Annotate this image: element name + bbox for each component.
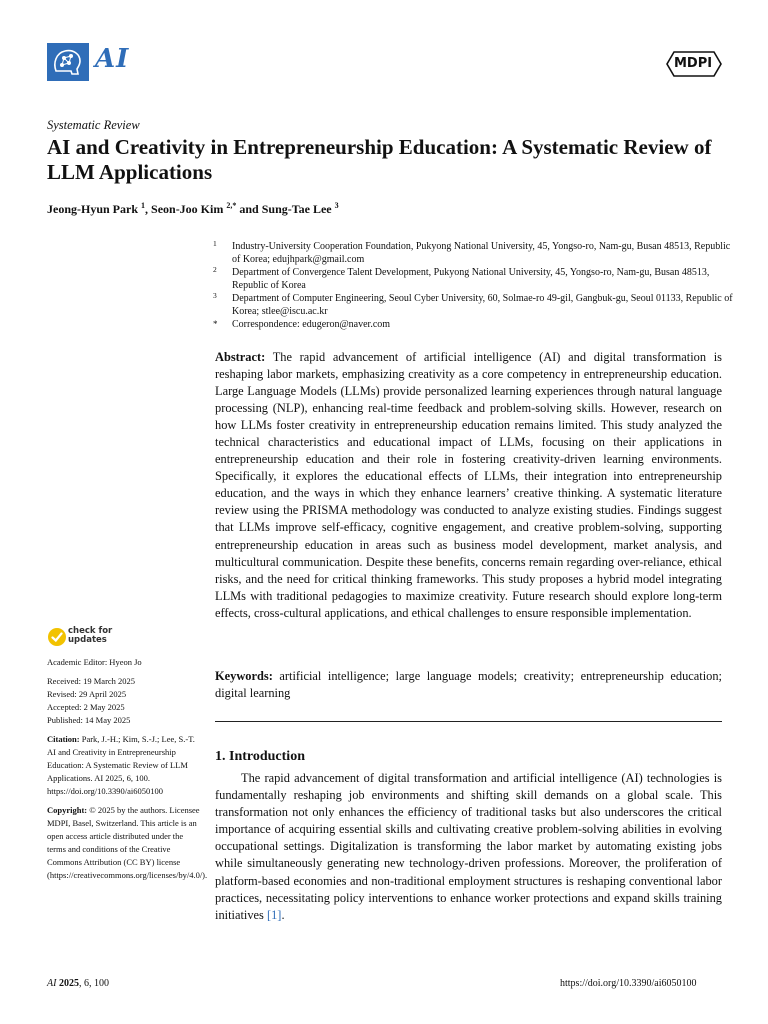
correspondence-item (213, 318, 733, 331)
received-date: Received: 19 March 2025 (47, 676, 136, 686)
author-name[interactable]: Seon-Joo Kim (151, 202, 224, 216)
citation-text: Park, J.-H.; Kim, S.-J.; Lee, S.-T. AI and Creativity in Entrepreneurship Education: A Systematic Review of LLM Applications. AI 2025, 6, 100. https://doi.org/10.3390/ai6050100 (47, 734, 195, 796)
abstract-label: Abstract: (215, 350, 266, 364)
keywords-text: artificial intelligence; large language models; creativity; entrepreneurship education; digital learning (215, 669, 722, 700)
check-updates-icon (47, 627, 67, 647)
publisher-name: MDPI (674, 56, 713, 71)
copyright-label: Copyright: (47, 805, 88, 815)
check-for-updates-button[interactable] (47, 626, 113, 652)
article-type: Systematic Review (47, 118, 140, 132)
article-metadata-sidebar (47, 656, 208, 882)
affiliation-item (213, 266, 733, 292)
affiliation-item (213, 292, 733, 318)
article-title: AI and Creativity in Entrepreneurship Education: A Systematic Review of LLM Applications (47, 135, 712, 184)
citation-link[interactable]: [1] (266, 907, 282, 922)
copyright-text: © 2025 by the authors. Licensee MDPI, Basel, Switzerland. This article is an open access article distributed under the terms and conditions of the Creative Commons Attribution (CC BY) license (https://creativecommons.org/licenses/by/4.0/). (47, 805, 208, 880)
mdpi-logo (666, 50, 722, 83)
journal-logo-icon (47, 43, 89, 81)
author-separator: , (145, 202, 152, 216)
section-heading: 1. Introduction (215, 749, 305, 764)
copyright-block (47, 804, 208, 882)
footer-citation (47, 978, 109, 989)
affiliations (213, 240, 733, 331)
check-updates-label (68, 627, 128, 645)
author-separator: and (236, 202, 262, 216)
check-updates-line1: check for (68, 626, 113, 636)
introduction-paragraph (215, 770, 722, 924)
abstract (215, 349, 722, 622)
affiliation-item (213, 240, 733, 266)
affiliation-number: 1 (213, 239, 217, 248)
check-updates-line2: updates (68, 635, 107, 645)
doi-link[interactable]: https://doi.org/10.3390/ai6050100 (560, 978, 697, 989)
keywords-label: Keywords: (215, 669, 273, 683)
correspondence-text: Correspondence: edugeron@naver.com (232, 319, 391, 330)
affiliation-ref: 2,* (226, 201, 237, 210)
published-date: Published: 14 May 2025 (47, 715, 131, 725)
author-list (47, 201, 339, 217)
accepted-date: Accepted: 2 May 2025 (47, 702, 125, 712)
correspondence-marker: * (213, 319, 218, 329)
section-divider (215, 721, 722, 722)
author-name[interactable]: Sung-Tae Lee (261, 202, 332, 216)
footer-journal: AI (47, 978, 57, 989)
intro-text: The rapid advancement of digital transformation and artificial intelligence (AI) technologies is fundamentally reshaping job environments and shifting skill demands on a global scale. This transformation not only enhances the efficiency of traditional tasks but also underscores the critical importance of acquiring essential skills and cultivating creative problem-solving abilities in evolving occupational settings. Digitalization is transforming the labor market by automating existing jobs while simultaneously generating new technology-driven professions. Moreover, the proliferation of platform-based economies and non-traditional employment structures is reshaping conventional labor practices, necessitating policy interventions to enhance worker protections and expand skills training initiatives (215, 771, 722, 922)
revised-date: Revised: 29 April 2025 (47, 689, 127, 699)
footer-volume-page: , 6, 100 (78, 978, 109, 989)
citation-label: Citation: (47, 734, 80, 744)
citation-block (47, 733, 200, 798)
affiliation-ref: 3 (334, 201, 339, 210)
affiliation-number: 3 (213, 291, 217, 300)
affiliation-text: Department of Convergence Talent Development, Pukyong National University, 45, Yongso-ro, Nam-gu, Busan 48513, Republic of Korea (232, 267, 710, 291)
affiliation-number: 2 (213, 265, 217, 274)
footer-year: 2025 (58, 978, 79, 989)
author-name[interactable]: Jeong-Hyun Park (47, 202, 139, 216)
affiliation-text: Department of Computer Engineering, Seoul Cyber University, 60, Solmae-ro 49-gil, Gangbuk-gu, Seoul 01133, Republic of Korea; stlee@iscu.ac.kr (232, 293, 733, 317)
keywords (215, 668, 722, 702)
affiliation-text: Industry-University Cooperation Foundation, Pukyong National University, 45, Yongso-ro, Nam-gu, Busan 48513, Republic of Korea; edujhpark@gmail.com (232, 241, 731, 265)
academic-editor: Academic Editor: Hyeon Jo (47, 657, 142, 667)
journal-name: AI (95, 44, 130, 74)
affiliation-ref: 1 (141, 201, 146, 210)
abstract-text: The rapid advancement of artificial intelligence (AI) and digital transformation is reshaping labor markets, emphasizing creativity as a core competency in entrepreneurship education. Large Language Models (LLMs) provide personalized learning experiences through natural language processing (NLP), enhancing real-time feedback and problem-solving skills. However, research on how LLMs foster creativity in entrepreneurship education remains limited. This study analyzed the technical characteristics and educational impact of LLMs, focusing on their applications in entrepreneurship education and their role in fostering creativity-driven learning environments. Specifically, it explores the educational effects of LLMs, their integration into entrepreneurship education, and the ways in which they enhance learners’ creative thinking. A systematic literature review using the PRISMA methodology was conducted to analyze existing studies. Findings suggest that LLMs improve self-efficacy, cognitive engagement, and creative problem-solving, supporting entrepreneurship education in areas such as business model development, market analysis, and multicultural communication. Despite these benefits, concerns remain regarding over-reliance, ethical risks, and the need for critical thinking frameworks. This study proposes a hybrid model integrating LLMs with traditional pedagogies to maximize creativity. Future research should explore long-term effects, cross-cultural applications, and ethical challenges to ensure responsible implementation. (215, 350, 722, 620)
intro-end: . (281, 907, 285, 922)
